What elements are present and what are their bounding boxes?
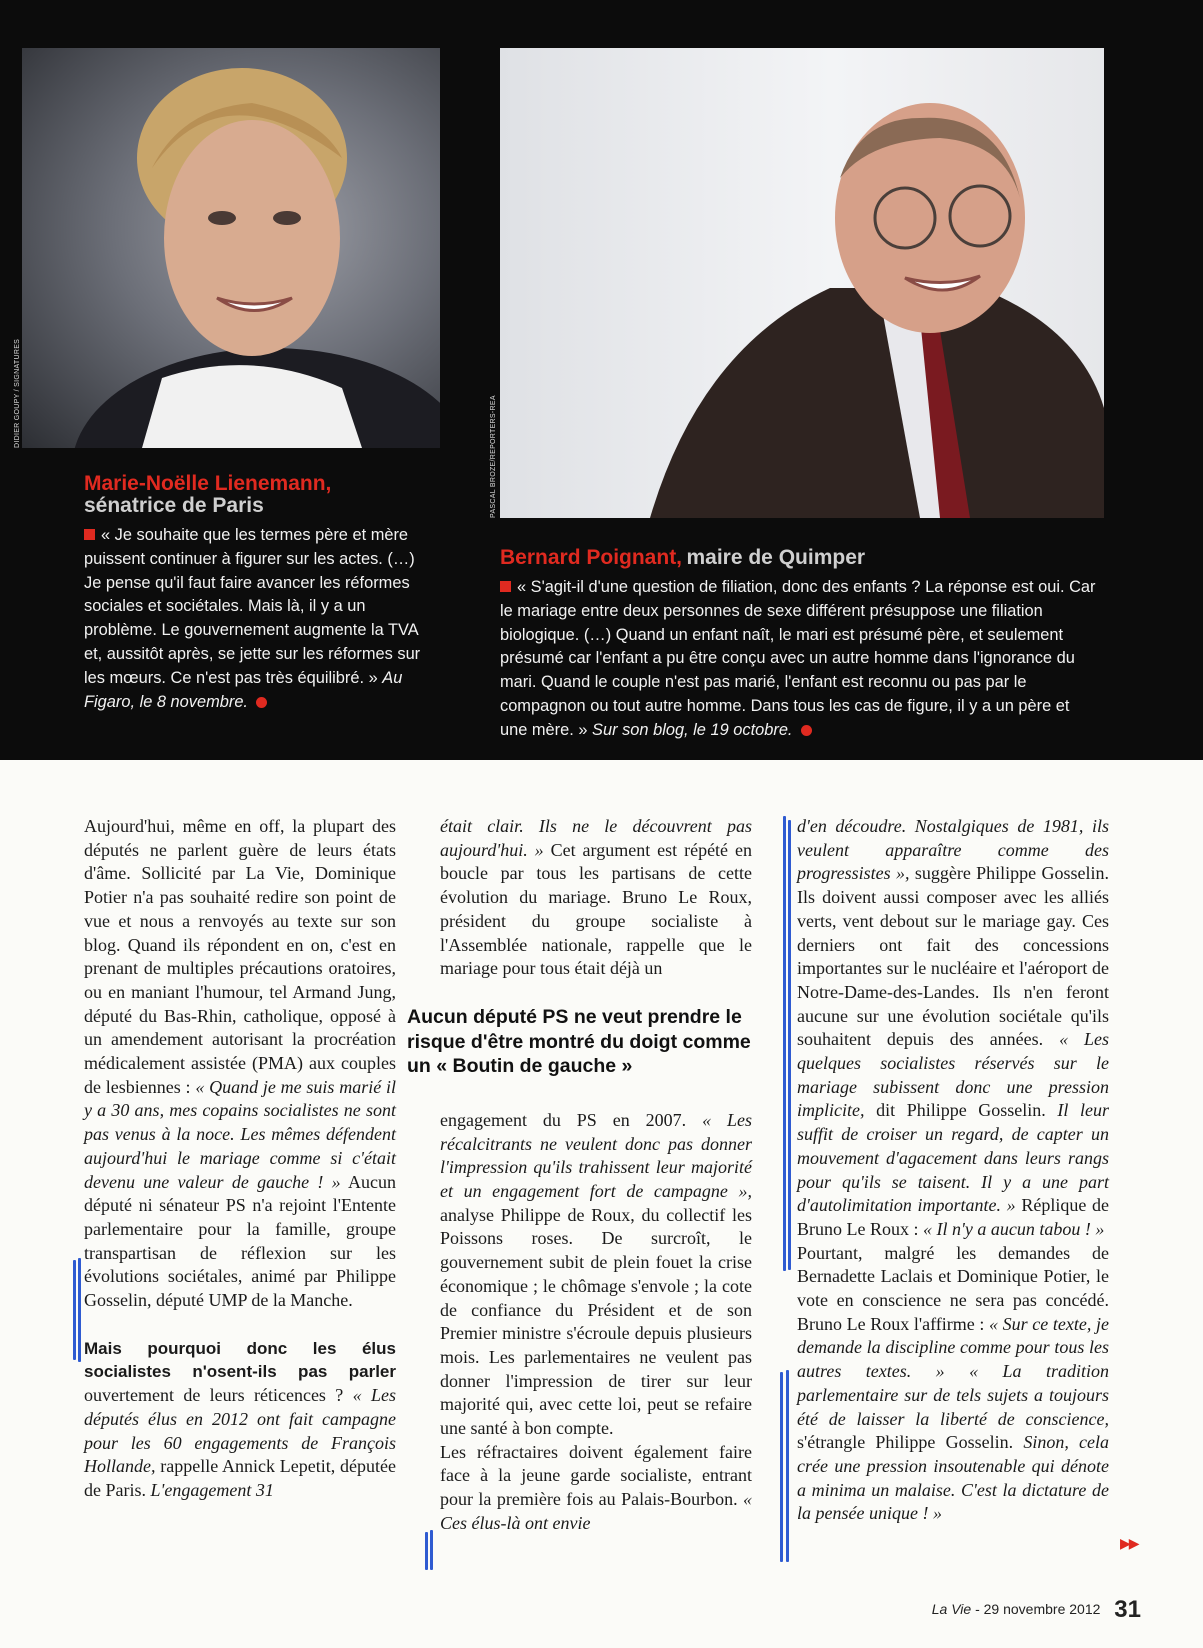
caption-source: Au Figaro, le 8 novembre.: [84, 668, 403, 711]
issue-date: - 29 novembre 2012: [975, 1601, 1101, 1617]
caption-lienemann: [84, 472, 424, 714]
caption-role: sénatrice de Paris: [84, 494, 264, 517]
caption-name: Marie-Noëlle Lienemann,: [84, 472, 332, 495]
page-number: 31: [1114, 1596, 1141, 1623]
caption-quote: « S'agit-il d'une question de filiation, donc des enfants ? La réponse est oui. Car le mariage entre deux personnes de sexe différent présuppose une filiation biologique. (…) Quand un enfant naît, le mari est présumé père, et seulement présumé car l'enfant a pu être conçu avec un autre homme dans l'ignorance du mari. Quand le couple n'est pas marié, l'enfant est reconnu ou pas par le compagnon ou tout autre homme. Dans tous les cas de figure, il y a un père et une mère. » Sur son blog, le 19 octobre.: [500, 578, 1096, 739]
caption-poignant: [500, 546, 1100, 743]
photo-credit-1: DIDIER GOUPY / SIGNATURES: [14, 338, 21, 448]
article-column-2: était clair. Ils ne le découvrent pas aujourd'hui. » Cet argument est répété en boucle par tous les partisans de cette évolution du mariage. Bruno Le Roux, président du groupe socialiste à l'Assemblée nationale, rappelle que le mariage pour tous était déjà un engagement du PS en 2007. « Les récalcitrants ne veulent donc pas donner l'impression qu'ils trahissent leur majorité et un engagement fort de campagne », analyse Philippe de Roux, du collectif les Poissons roses. De surcroît, le gouvernement subit de plein fouet la crise économique ; le chômage s'envole ; la cote de confiance du Président et de son Premier ministre s'écroule depuis plusieurs mois. Les parlementaires ne veulent pas donner l'impression de tirer sur leur majorité qui, avec cette loi, peut se refaire une santé à bon compte. Les réfractaires doivent également faire face à la jeune garde socialiste, entrant pour la première fois au Palais-Bourbon. « Ces élus-là ont envie: [440, 816, 753, 1533]
highlight-mark: [783, 816, 786, 1271]
highlight-mark: [788, 820, 791, 1270]
article-column-1: Aujourd'hui, même en off, la plupart des députés ne parlent guère de leurs états d'âme. Sollicité par La Vie, Dominique Potier n'a pas souhaité redire son point de vue et nous a renvoyés au texte sur son blog. Quand ils répondent en on, c'est en prenant de multiples précautions oratoires, ou en maniant l'humour, tel Armand Jung, député du Bas-Rhin, catholique, opposé à un amendement autorisant la procréation médicalement assistée (PMA) aux couples de lesbiennes : « Quand je me suis marié il y a 30 ans, mes copains socialistes ne sont pas venus à la noce. Les mêmes défendent aujourd'hui le mariage comme si c'était devenu une valeur de gauche ! » Aucun député ni sénateur PS n'a rejoint l'Entente parlementaire pour la famille, groupe transpartisan de réflexion sur les évolutions sociétales, animé par Philippe Gosselin, député UMP de la Manche. Mais pourquoi donc les élus socialistes n'osent-ils pas parler ouvertement de leurs réticences ? « Les députés élus en 2012 ont fait campagne pour les 60 engagements de François Hollande, rappelle Annick Lepetit, députée de Paris. L'engagement 31: [84, 816, 397, 1500]
highlight-mark: [78, 1258, 81, 1362]
highlight-mark: [425, 1532, 428, 1570]
caption-quote: « Je souhaite que les termes père et mère puissent continuer à figurer sur les actes. (…) Je pense qu'il faut faire avancer les réformes sociales et sociétales. Mais là, il y a un problème. Le gouvernement augmente la TVA et, aussitôt après, se jette sur les réformes sur les mœurs. Ce n'est pas très équilibré. » Au Figaro, le 8 novembre.: [84, 526, 421, 711]
subhead-lead: Mais pourquoi donc les élus socialistes n'osent-ils pas parler: [84, 1338, 396, 1382]
caption-role: maire de Quimper: [686, 546, 866, 569]
highlight-mark: [780, 1372, 783, 1562]
article-column-3: d'en découdre. Nostalgiques de 1981, ils veulent apparaître comme des progressistes », suggère Philippe Gosselin. Ils doivent aussi composer avec les alliés verts, vent debout sur le mariage gay. Ces derniers ont fait des concessions importantes sur le nucléaire et l'aéroport de Notre-Dame-des-Landes. Ils n'en feront aucune sur une évolution sociétale qu'ils souhaitent depuis des années. « Les quelques socialistes réservés sur le mariage subissent donc une pression implicite, dit Philippe Gosselin. Il leur suffit de croiser un regard, de capter un mouvement d'agacement dans leurs rangs pour qu'ils se taisent. Il y a une part d'autolimitation importante. » Réplique de Bruno Le Roux : « Il n'y a aucun tabou ! » Pourtant, malgré les demandes de Bernadette Laclais et Dominique Potier, le vote en conscience ne sera pas concédé. Bruno Le Roux l'affirme : « Sur ce texte, je demande la discipline comme pour tous les autres textes. » « La tradition parlementaire sur de tels sujets a toujours été de laisser la liberté de conscience, s'étrangle Philippe Gosselin. Sinon, cela crée une pression insoutenable qui dénote a minima un malaise. C'est la dictature de la pensée unique ! »: [797, 816, 1110, 1524]
portrait-photo-poignant: [500, 48, 1104, 518]
highlight-mark: [786, 1370, 789, 1562]
red-square-bullet: [500, 581, 511, 592]
highlight-mark: [430, 1530, 433, 1570]
pull-quote-headline: Aucun député PS ne veut prendre le risque d'être montré du doigt comme un « Boutin de gauche »: [407, 1006, 751, 1077]
highlight-mark: [73, 1260, 76, 1360]
red-square-bullet: [84, 529, 95, 540]
red-dot-end-mark: [256, 697, 267, 708]
caption-source: Sur son blog, le 19 octobre.: [592, 720, 793, 739]
caption-name: Bernard Poignant,: [500, 546, 683, 569]
photo-credit-2: PASCAL BROZE/REPORTERS-REA: [490, 395, 497, 518]
magazine-name: La Vie: [931, 1601, 972, 1617]
continue-arrows: ▶▶: [1120, 1536, 1138, 1552]
page-footer: [932, 1596, 1141, 1624]
portrait-photo-lienemann: [22, 48, 440, 448]
red-dot-end-mark: [801, 725, 812, 736]
